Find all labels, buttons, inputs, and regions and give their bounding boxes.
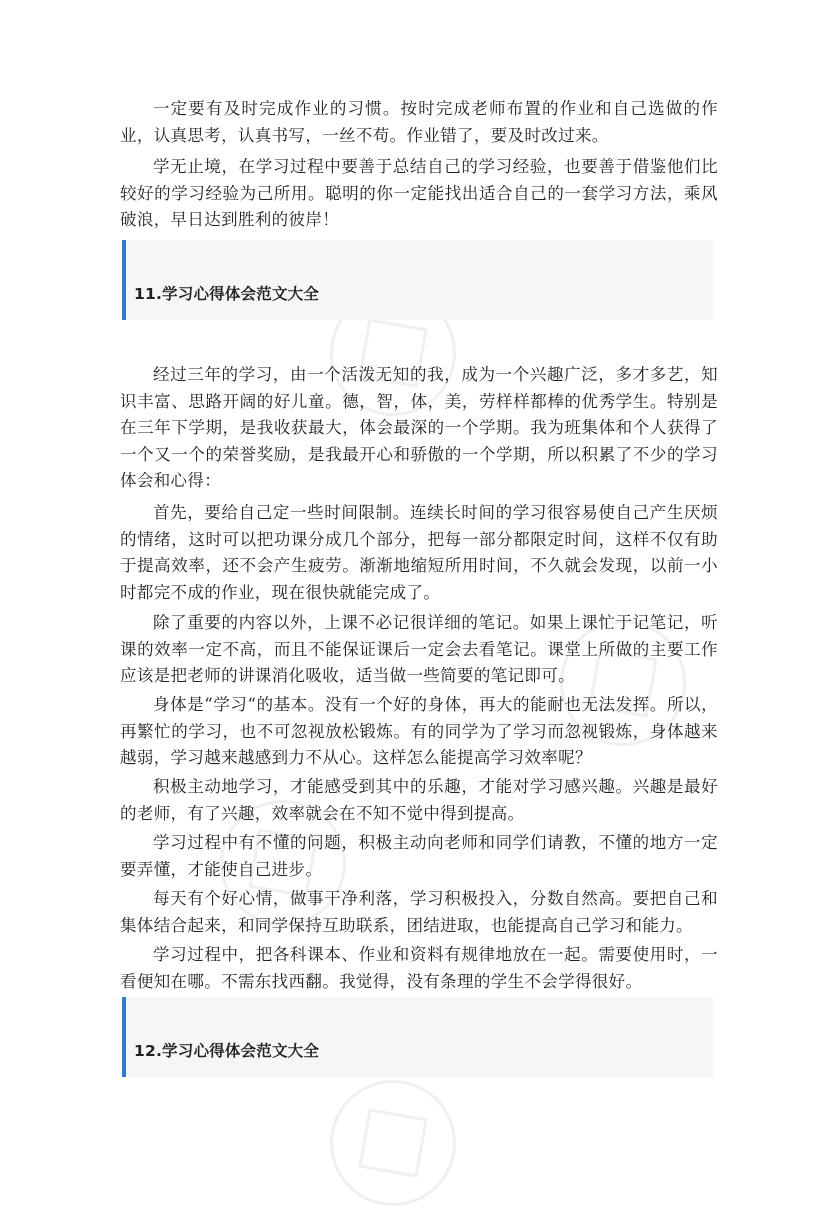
paragraph: 身体是“学习“的基本。没有一个好的身体，再大的能耐也无法发挥。所以，再繁忙的学习，也不可忽视放松锻炼。有的同学为了学习而忽视锻炼，身体越来越弱，学习越来越感到力不从心。这样怎么能提高学习效率呢？	[120, 695, 718, 767]
paragraph: 积极主动地学习，才能感受到其中的乐趣，才能对学习感兴趣。兴趣是最好的老师，有了兴趣，效率就会在不知不觉中得到提高。	[120, 777, 718, 823]
paragraph: 学无止境，在学习过程中要善于总结自己的学习经验，也要善于借鉴他们比较好的学习经验为己所用。聪明的你一定能找出适合自己的一套学习方法，乘风破浪，早日达到胜利的彼岸！	[120, 157, 718, 229]
paragraph: 首先，要给自己定一些时间限制。连续长时间的学习很容易使自己产生厌烦的情绪，这时可以把功课分成几个部分，把每一部分都限定时间，这样不仅有助于提高效率，还不会产生疲劳。渐渐地缩短所用时间，不久就会发现，以前一小时都完不成的作业，现在很快就能完成了。	[120, 503, 718, 602]
paragraph: 每天有个好心情，做事干净利落，学习积极投入，分数自然高。要把自己和集体结合起来，和同学保持互助联系，团结进取，也能提高自己学习和能力。	[120, 889, 718, 935]
section-heading-12	[122, 997, 713, 1077]
section-title: 12.学习心得体会范文大全	[134, 1042, 320, 1060]
paragraph: 一定要有及时完成作业的习惯。按时完成老师布置的作业和自己选做的作业，认真思考，认真书写，一丝不苟。作业错了，要及时改过来。	[120, 99, 718, 145]
section-title: 11.学习心得体会范文大全	[134, 285, 320, 303]
paragraph: 学习过程中有不懂的问题，积极主动向老师和同学们请教，不懂的地方一定要弄懂，才能使自己进步。	[120, 833, 718, 879]
paragraph: 除了重要的内容以外，上课不必记很详细的笔记。如果上课忙于记笔记，听课的效率一定不高，而且不能保证课后一定会去看笔记。课堂上所做的主要工作应该是把老师的讲课消化吸收，适当做一些简要的笔记即可。	[120, 613, 718, 685]
watermark-icon	[305, 1055, 480, 1230]
paragraph: 学习过程中，把各科课本、作业和资料有规律地放在一起。需要使用时，一看便知在哪。不需东找西翻。我觉得，没有条理的学生不会学得很好。	[120, 945, 718, 991]
paragraph: 经过三年的学习，由一个活泼无知的我，成为一个兴趣广泛，多才多艺，知识丰富、思路开阔的好儿童。德，智，体，美，劳样样都棒的优秀学生。特别是在三年下学期，是我收获最大，体会最深的一个学期。我为班集体和个人获得了一个又一个的荣誉奖励，是我最开心和骄傲的一个学期，所以积累了不少的学习体会和心得：	[120, 365, 718, 490]
section-heading-11	[122, 240, 713, 320]
